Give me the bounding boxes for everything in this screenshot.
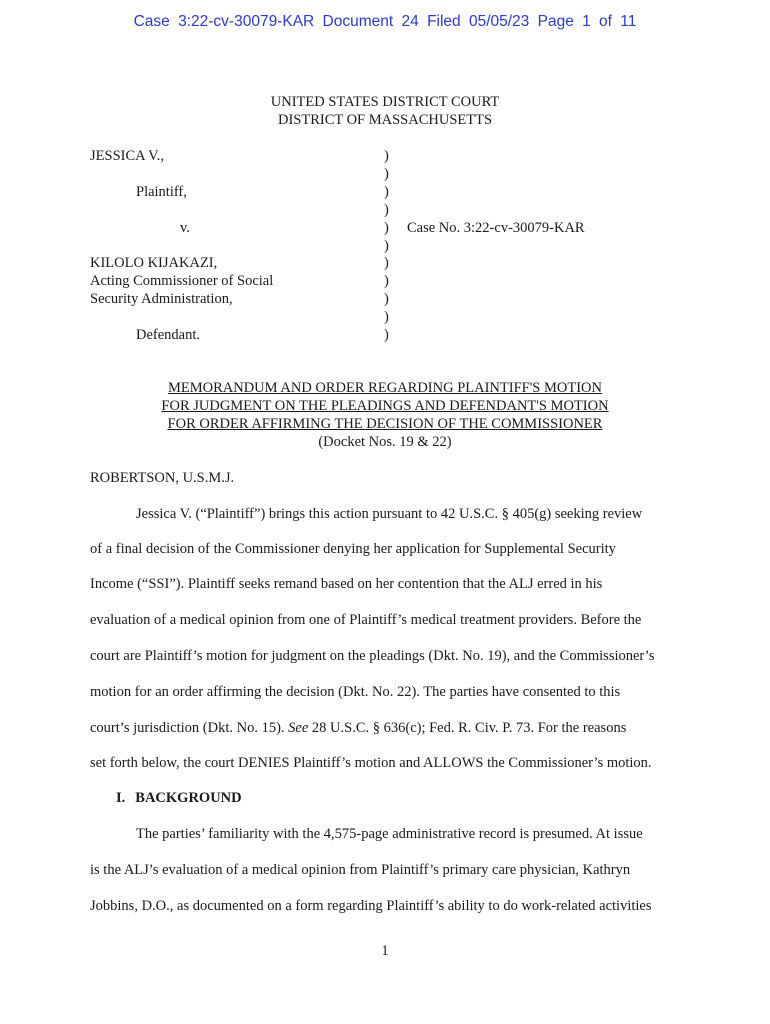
defendant-title-line2: Security Administration, [90,291,233,307]
body-line: set forth below, the court DENIES Plaintiff’s motion and ALLOWS the Commissioner’s motion. [90,755,652,771]
caption-paren: ) [384,291,389,307]
body-line: Jobbins, D.O., as documented on a form regarding Plaintiff’s ability to do work-related activities [90,898,652,914]
caption-paren: ) [384,184,389,200]
caption-paren: ) [384,166,389,182]
body-line: of a final decision of the Commissioner denying her application for Supplemental Security [90,541,616,557]
caption-paren: ) [384,202,389,218]
caption-paren: ) [384,309,389,325]
section-heading [116,790,242,807]
caption-paren: ) [384,238,389,254]
defendant-name: KILOLO KIJAKAZI, [90,255,218,271]
plaintiff-role: Plaintiff, [136,184,187,200]
body-line: Jessica V. (“Plaintiff”) brings this action pursuant to 42 U.S.C. § 405(g) seeking review [136,506,643,522]
caption-paren: ) [384,148,389,164]
caption-paren: ) [384,273,389,289]
body-line: court are Plaintiff’s motion for judgment on the pleadings (Dkt. No. 19), and the Commissioner’s [90,648,655,664]
plaintiff-name: JESSICA V., [90,148,165,164]
citation-signal: See [288,720,309,736]
memo-title-line1: MEMORANDUM AND ORDER REGARDING PLAINTIFF'S MOTION [167,380,602,396]
body-line: motion for an order affirming the decision (Dkt. No. 22). The parties have consented to this [90,684,621,700]
case-number: Case No. 3:22-cv-30079-KAR [407,220,585,236]
header-case: Case 3:22-cv-30079-KAR [133,13,315,30]
memo-title-line3: FOR ORDER AFFIRMING THE DECISION OF THE COMMISSIONER [167,416,603,432]
header-page: Page 1 of 11 [537,13,637,30]
body-line: The parties’ familiarity with the 4,575-page administrative record is presumed. At issue [136,826,643,842]
section-title: BACKGROUND [135,790,242,806]
body-line: evaluation of a medical opinion from one of Plaintiff’s medical treatment providers. Before the [90,612,642,628]
body-text: 28 U.S.C. § 636(c); Fed. R. Civ. P. 73. For the reasons [308,720,627,736]
court-name-line1: UNITED STATES DISTRICT COURT [270,94,500,110]
body-text: court’s jurisdiction (Dkt. No. 15). [90,720,289,736]
page-number: 1 [381,943,389,959]
header-filed: Filed 05/05/23 [427,13,530,30]
body-line: Income (“SSI”). Plaintiff seeks remand based on her contention that the ALJ erred in his [90,576,603,592]
caption-paren: ) [384,220,389,236]
versus: v. [180,220,190,236]
defendant-role: Defendant. [136,327,201,343]
memo-title-line2: FOR JUDGMENT ON THE PLEADINGS AND DEFENDANT'S MOTION [161,398,609,414]
body-line: is the ALJ’s evaluation of a medical opinion from Plaintiff’s primary care physician, Kathryn [90,862,631,878]
section-number: I. [116,790,126,806]
defendant-title-line1: Acting Commissioner of Social [90,273,274,289]
header-document: Document 24 [322,13,419,30]
ecf-header [0,13,770,31]
caption-paren: ) [384,327,389,343]
docket-numbers: (Docket Nos. 19 & 22) [318,434,452,450]
caption-paren: ) [384,255,389,271]
judge-name: ROBERTSON, U.S.M.J. [90,470,235,486]
court-name-line2: DISTRICT OF MASSACHUSETTS [277,112,493,128]
body-line [90,720,626,737]
